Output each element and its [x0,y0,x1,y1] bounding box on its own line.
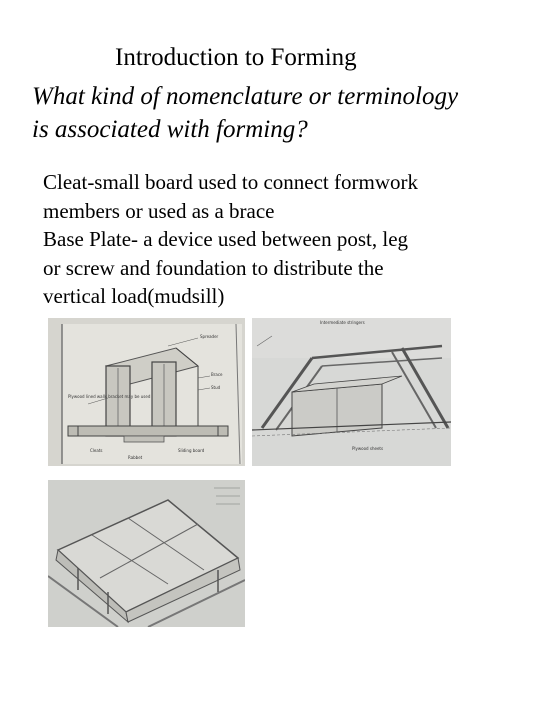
definition-line: Cleat-small board used to connect formwork [43,170,418,194]
question-line: is associated with forming? [32,116,308,143]
figure-label: Cleats [90,448,103,453]
figure-label: Brace [211,372,223,377]
figure-label: Stud [211,385,221,390]
definition-line: or screw and foundation to distribute the [43,255,384,280]
definition-line: Base Plate- a device used between post, leg [43,227,409,251]
brace-frame-sketch-photo [252,318,451,466]
formwork-sketch-photo [48,318,245,466]
slide-question [32,80,532,146]
figure-label: Plywood lined walls bracket may be used [68,394,151,399]
figure-label: Spreader [200,334,219,339]
figure-label: Intermediate stringers [320,320,365,325]
figure-label: Rabbet [128,455,143,460]
definition-line: members or used as a brace [43,198,275,223]
slab-form-sketch-photo [48,480,245,627]
figure-label: Plywood sheets [352,446,384,451]
figure-label: Sliding board [178,448,205,453]
definition-line: vertical load(mudsill) [43,284,225,308]
slide-title: Introduction to Forming [115,44,357,71]
question-line: What kind of nomenclature or terminology [32,83,459,110]
definitions-text [43,168,523,311]
